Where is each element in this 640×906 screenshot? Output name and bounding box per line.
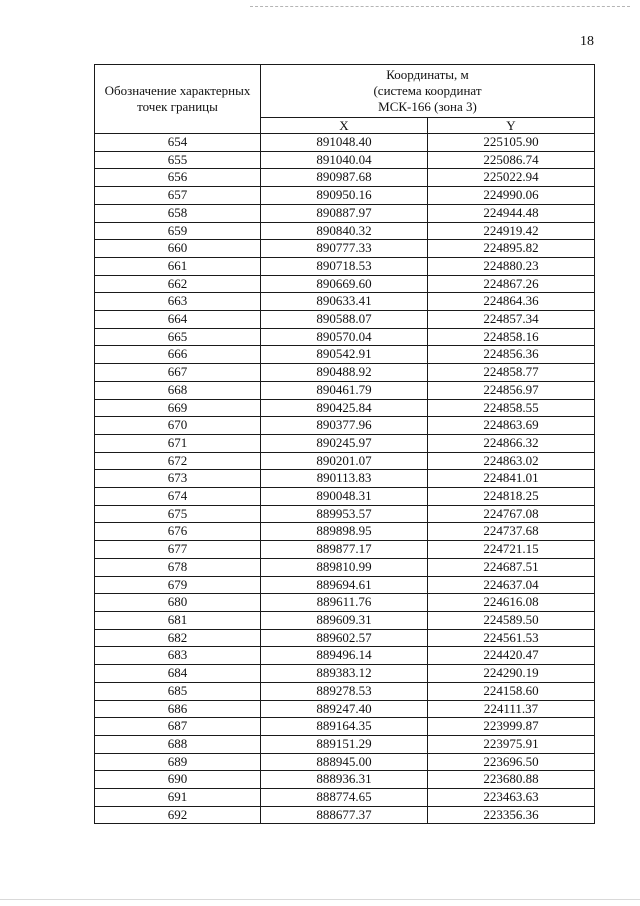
point-id-cell: 658 xyxy=(95,204,261,222)
x-value-cell: 890113.83 xyxy=(261,470,428,488)
page-number: 18 xyxy=(580,34,594,49)
point-label-header: Обозначение характерных точек границы xyxy=(95,65,261,134)
point-id-cell: 670 xyxy=(95,417,261,435)
y-value-cell: 224858.77 xyxy=(428,364,595,382)
x-value-cell: 890542.91 xyxy=(261,346,428,364)
x-value-cell: 889278.53 xyxy=(261,682,428,700)
x-value-cell: 890718.53 xyxy=(261,257,428,275)
table-row xyxy=(95,735,595,753)
x-value-cell: 890048.31 xyxy=(261,488,428,506)
table-header-row xyxy=(95,65,595,118)
y-value-cell: 224856.36 xyxy=(428,346,595,364)
y-value-cell: 224857.34 xyxy=(428,311,595,329)
point-id-cell: 675 xyxy=(95,505,261,523)
y-value-cell: 223999.87 xyxy=(428,718,595,736)
y-value-cell: 224863.69 xyxy=(428,417,595,435)
x-header: X xyxy=(261,118,428,134)
table-row xyxy=(95,718,595,736)
point-id-cell: 676 xyxy=(95,523,261,541)
y-value-cell: 224856.97 xyxy=(428,381,595,399)
y-value-cell: 223356.36 xyxy=(428,806,595,824)
table-row xyxy=(95,647,595,665)
y-value-cell: 224864.36 xyxy=(428,293,595,311)
x-value-cell: 890488.92 xyxy=(261,364,428,382)
x-value-cell: 890245.97 xyxy=(261,434,428,452)
table-row xyxy=(95,806,595,824)
x-value-cell: 890950.16 xyxy=(261,187,428,205)
x-value-cell: 889602.57 xyxy=(261,629,428,647)
x-value-cell: 889953.57 xyxy=(261,505,428,523)
point-id-cell: 662 xyxy=(95,275,261,293)
x-value-cell: 890570.04 xyxy=(261,328,428,346)
x-value-cell: 890777.33 xyxy=(261,240,428,258)
point-id-cell: 683 xyxy=(95,647,261,665)
table-row xyxy=(95,257,595,275)
y-value-cell: 224990.06 xyxy=(428,187,595,205)
table-row xyxy=(95,611,595,629)
point-id-cell: 688 xyxy=(95,735,261,753)
table-row xyxy=(95,399,595,417)
y-value-cell: 224944.48 xyxy=(428,204,595,222)
point-id-cell: 674 xyxy=(95,488,261,506)
point-id-cell: 655 xyxy=(95,151,261,169)
x-value-cell: 889247.40 xyxy=(261,700,428,718)
table-row xyxy=(95,541,595,559)
top-scan-edge xyxy=(250,6,630,7)
x-value-cell: 890840.32 xyxy=(261,222,428,240)
point-id-cell: 691 xyxy=(95,789,261,807)
x-value-cell: 889164.35 xyxy=(261,718,428,736)
point-id-cell: 685 xyxy=(95,682,261,700)
point-id-cell: 692 xyxy=(95,806,261,824)
table-row xyxy=(95,311,595,329)
coordinates-header-line1: Координаты, м xyxy=(386,67,469,82)
point-id-cell: 673 xyxy=(95,470,261,488)
x-value-cell: 889810.99 xyxy=(261,558,428,576)
y-value-cell: 225022.94 xyxy=(428,169,595,187)
x-value-cell: 888936.31 xyxy=(261,771,428,789)
table-row xyxy=(95,629,595,647)
y-value-cell: 224158.60 xyxy=(428,682,595,700)
y-value-cell: 223680.88 xyxy=(428,771,595,789)
point-id-cell: 661 xyxy=(95,257,261,275)
table-row xyxy=(95,204,595,222)
point-id-cell: 659 xyxy=(95,222,261,240)
y-value-cell: 223975.91 xyxy=(428,735,595,753)
point-id-cell: 669 xyxy=(95,399,261,417)
y-value-cell: 224880.23 xyxy=(428,257,595,275)
x-value-cell: 890461.79 xyxy=(261,381,428,399)
table-row xyxy=(95,134,595,152)
y-value-cell: 224858.16 xyxy=(428,328,595,346)
y-value-cell: 224111.37 xyxy=(428,700,595,718)
point-id-cell: 666 xyxy=(95,346,261,364)
x-value-cell: 890377.96 xyxy=(261,417,428,435)
y-header: Y xyxy=(428,118,595,134)
table-row xyxy=(95,753,595,771)
y-value-cell: 224737.68 xyxy=(428,523,595,541)
y-value-cell: 224818.25 xyxy=(428,488,595,506)
y-value-cell: 224290.19 xyxy=(428,665,595,683)
table-row xyxy=(95,187,595,205)
table-row xyxy=(95,381,595,399)
table-row xyxy=(95,275,595,293)
y-value-cell: 224867.26 xyxy=(428,275,595,293)
table-row xyxy=(95,523,595,541)
table-row xyxy=(95,488,595,506)
table-row xyxy=(95,771,595,789)
x-value-cell: 890588.07 xyxy=(261,311,428,329)
x-value-cell: 889496.14 xyxy=(261,647,428,665)
table-row xyxy=(95,558,595,576)
table-row xyxy=(95,505,595,523)
y-value-cell: 224589.50 xyxy=(428,611,595,629)
y-value-cell: 224637.04 xyxy=(428,576,595,594)
point-id-cell: 677 xyxy=(95,541,261,559)
x-value-cell: 890633.41 xyxy=(261,293,428,311)
point-id-cell: 672 xyxy=(95,452,261,470)
y-value-cell: 224561.53 xyxy=(428,629,595,647)
point-id-cell: 654 xyxy=(95,134,261,152)
x-value-cell: 890987.68 xyxy=(261,169,428,187)
table-row xyxy=(95,700,595,718)
table-row xyxy=(95,665,595,683)
y-value-cell: 224863.02 xyxy=(428,452,595,470)
y-value-cell: 225086.74 xyxy=(428,151,595,169)
y-value-cell: 224767.08 xyxy=(428,505,595,523)
point-id-cell: 680 xyxy=(95,594,261,612)
x-value-cell: 889609.31 xyxy=(261,611,428,629)
x-value-cell: 889877.17 xyxy=(261,541,428,559)
table-row xyxy=(95,364,595,382)
x-value-cell: 889383.12 xyxy=(261,665,428,683)
x-value-cell: 888945.00 xyxy=(261,753,428,771)
x-value-cell: 891048.40 xyxy=(261,134,428,152)
y-value-cell: 224420.47 xyxy=(428,647,595,665)
table-row xyxy=(95,682,595,700)
y-value-cell: 224687.51 xyxy=(428,558,595,576)
x-value-cell: 891040.04 xyxy=(261,151,428,169)
point-id-cell: 679 xyxy=(95,576,261,594)
table-row xyxy=(95,594,595,612)
x-value-cell: 890887.97 xyxy=(261,204,428,222)
x-value-cell: 889611.76 xyxy=(261,594,428,612)
point-id-cell: 678 xyxy=(95,558,261,576)
point-id-cell: 657 xyxy=(95,187,261,205)
point-id-cell: 667 xyxy=(95,364,261,382)
table-row xyxy=(95,789,595,807)
bottom-scan-edge xyxy=(0,899,640,900)
table-body xyxy=(95,134,595,824)
x-value-cell: 889151.29 xyxy=(261,735,428,753)
point-id-cell: 668 xyxy=(95,381,261,399)
y-value-cell: 223463.63 xyxy=(428,789,595,807)
x-value-cell: 890425.84 xyxy=(261,399,428,417)
table-row xyxy=(95,452,595,470)
point-id-cell: 689 xyxy=(95,753,261,771)
point-id-cell: 690 xyxy=(95,771,261,789)
y-value-cell: 224895.82 xyxy=(428,240,595,258)
point-id-cell: 682 xyxy=(95,629,261,647)
point-id-cell: 665 xyxy=(95,328,261,346)
table-row xyxy=(95,434,595,452)
point-id-cell: 686 xyxy=(95,700,261,718)
y-value-cell: 224721.15 xyxy=(428,541,595,559)
y-value-cell: 224919.42 xyxy=(428,222,595,240)
table-row xyxy=(95,328,595,346)
coordinates-header-line2: (система координат xyxy=(373,83,482,98)
x-value-cell: 889694.61 xyxy=(261,576,428,594)
x-value-cell: 888774.65 xyxy=(261,789,428,807)
table-row xyxy=(95,293,595,311)
point-id-cell: 687 xyxy=(95,718,261,736)
table-row xyxy=(95,470,595,488)
x-value-cell: 890669.60 xyxy=(261,275,428,293)
point-id-cell: 684 xyxy=(95,665,261,683)
point-id-cell: 656 xyxy=(95,169,261,187)
table-row xyxy=(95,417,595,435)
x-value-cell: 889898.95 xyxy=(261,523,428,541)
y-value-cell: 224841.01 xyxy=(428,470,595,488)
y-value-cell: 224616.08 xyxy=(428,594,595,612)
table-row xyxy=(95,151,595,169)
table-row xyxy=(95,222,595,240)
point-id-cell: 660 xyxy=(95,240,261,258)
y-value-cell: 225105.90 xyxy=(428,134,595,152)
coordinates-header-line3: МСК-166 (зона 3) xyxy=(378,99,477,114)
point-id-cell: 664 xyxy=(95,311,261,329)
table-row xyxy=(95,240,595,258)
table-row xyxy=(95,576,595,594)
y-value-cell: 224858.55 xyxy=(428,399,595,417)
table-row xyxy=(95,169,595,187)
point-id-cell: 671 xyxy=(95,434,261,452)
table-row xyxy=(95,346,595,364)
coordinates-header xyxy=(261,65,595,118)
x-value-cell: 888677.37 xyxy=(261,806,428,824)
y-value-cell: 223696.50 xyxy=(428,753,595,771)
coordinates-table xyxy=(94,64,595,824)
point-id-cell: 681 xyxy=(95,611,261,629)
x-value-cell: 890201.07 xyxy=(261,452,428,470)
y-value-cell: 224866.32 xyxy=(428,434,595,452)
point-id-cell: 663 xyxy=(95,293,261,311)
